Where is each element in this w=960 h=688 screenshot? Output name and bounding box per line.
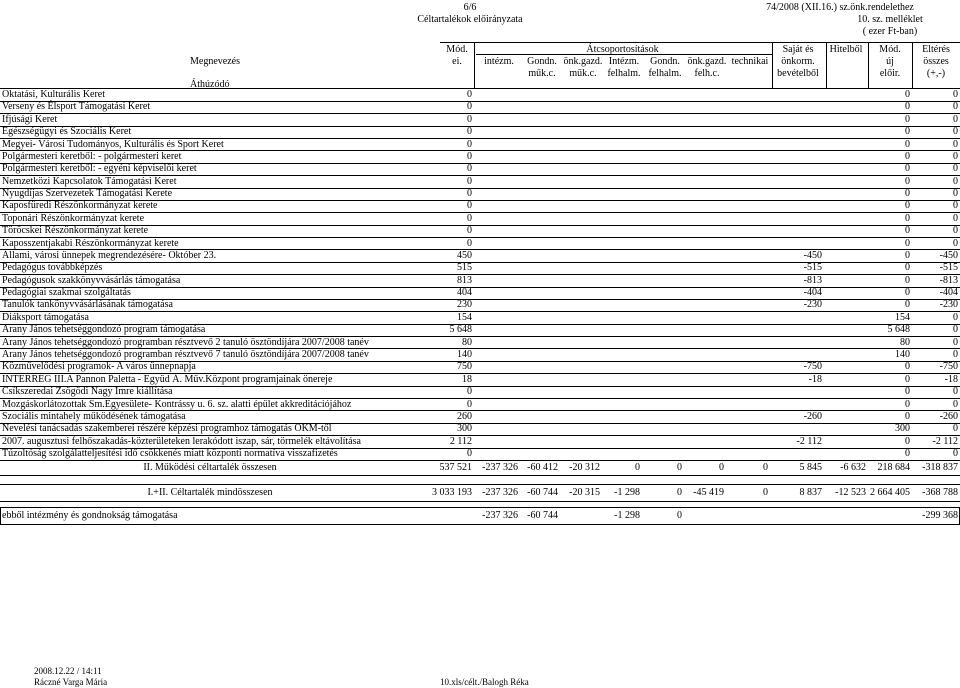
cell-value: 0: [905, 138, 910, 150]
total-value: -60 744: [527, 487, 558, 498]
cell-value: 0: [953, 150, 958, 162]
total-value: -318 837: [922, 462, 958, 474]
cell-value: 0: [905, 287, 910, 299]
header-intezm: intézm.: [484, 56, 514, 67]
total-value: 218 684: [877, 462, 910, 474]
cell-value: 260: [457, 410, 472, 422]
cell-value: 0: [953, 311, 958, 323]
cell-value: 0: [905, 225, 910, 237]
cell-value: 0: [905, 237, 910, 249]
total-value: -237 326: [482, 487, 518, 498]
total-value: 537 521: [439, 462, 472, 474]
total-value: 0: [677, 487, 682, 498]
total-value: 2 664 405: [870, 487, 910, 498]
row-label: Pedagógiai szakmai szolgáltatás: [2, 287, 131, 299]
header-onkgazd2: önk.gazd.: [687, 56, 727, 67]
header-mod1: Mód.: [446, 44, 468, 55]
row-label: Oktatási, Kulturális Keret: [2, 89, 106, 100]
total-value: 5 845: [799, 462, 822, 474]
row-label: Csíkszeredai Zsögödi Nagy Imre kiállítása: [2, 386, 173, 398]
row-label: Szociális mintahely működésének támogatása: [2, 410, 186, 422]
cell-value: 0: [905, 212, 910, 224]
total-value: 0: [719, 462, 724, 474]
row-label: 2007. augusztusi felhőszakadás-közterületeken lerakódott iszap, sár, törmelék eltávolítása: [2, 435, 361, 447]
header-onkgazd1: önk.gazd.: [563, 56, 603, 67]
row-label: Verseny és Élsport Támogatási Keret: [2, 101, 151, 113]
total-value: 0: [677, 462, 682, 474]
total-value: -20 312: [569, 462, 600, 474]
row-label: Túzoltóság szolgálatteljesítési idő csökkenés miatt központi normatíva visszafizetés: [2, 448, 338, 460]
cell-value: 0: [953, 126, 958, 138]
cell-value: 0: [905, 101, 910, 113]
cell-value: 0: [905, 274, 910, 286]
total-label: I.+II. Céltartalék mindösszesen: [147, 487, 273, 498]
total-value: -6 632: [840, 462, 866, 474]
cell-value: -515: [939, 262, 958, 274]
cell-value: 0: [953, 212, 958, 224]
cell-value: -2 112: [796, 435, 822, 447]
cell-value: 0: [953, 336, 958, 348]
cell-value: 0: [467, 212, 472, 224]
total-box-top: [0, 484, 960, 485]
cell-value: 813: [457, 274, 472, 286]
cell-value: 0: [953, 237, 958, 249]
cell-value: 0: [905, 126, 910, 138]
total-value: 3 033 193: [432, 487, 472, 498]
row-label: Ifjúsági Keret: [2, 113, 58, 125]
page-title: Céltartalékok előirányzata: [417, 14, 523, 25]
cell-value: 80: [900, 336, 910, 348]
footer-author: Ráczné Varga Mária: [34, 677, 108, 687]
cell-value: 0: [467, 175, 472, 187]
cell-value: 0: [953, 348, 958, 360]
cell-value: 0: [905, 410, 910, 422]
header-elteres: Eltérés: [922, 44, 950, 55]
cell-value: 0: [953, 101, 958, 113]
cell-value: -450: [803, 249, 822, 261]
support-box-bottom: [0, 524, 960, 525]
cell-value: 0: [467, 113, 472, 125]
support-box-left: [0, 507, 1, 524]
cell-value: 0: [467, 126, 472, 138]
cell-value: 0: [905, 361, 910, 373]
cell-value: 0: [953, 225, 958, 237]
row-label: Közművelődési programok- A város ünnepnapja: [2, 361, 196, 373]
cell-value: 0: [467, 237, 472, 249]
row-label: Tanulók tankönyvvásárlásának támogatása: [2, 299, 173, 311]
row-label: Nevelési tanácsadás szakemberei részére képzési programhoz támogatás OKM-től: [2, 423, 332, 435]
total-value: -368 788: [922, 487, 958, 498]
cell-value: 0: [467, 163, 472, 175]
cell-value: -230: [939, 299, 958, 311]
cell-value: 0: [953, 324, 958, 336]
cell-value: 18: [462, 373, 472, 385]
cell-value: 515: [457, 262, 472, 274]
row-label: Megyei- Városi Tudományos, Kulturális és Sport Keret: [2, 138, 224, 150]
row-label: Kaposfüredi Részönkormányzat kerete: [2, 200, 158, 212]
cell-value: 0: [905, 150, 910, 162]
cell-value: 5 648: [887, 324, 910, 336]
header-gondn2: Gondn.: [650, 56, 680, 67]
row-label: INTERREG III.A Pannon Paletta - Együd Á. Műv.Központ programjainak önereje: [2, 373, 333, 385]
row-label: Diáksport támogatása: [2, 311, 89, 323]
support-label: ebből intézmény és gondnokság támogatása: [2, 510, 178, 521]
cell-value: -18: [808, 373, 822, 385]
header-atcsoportositasok: Átcsoportosítások: [586, 44, 659, 55]
header-mod1-ei: ei.: [452, 56, 462, 67]
total-value: -60 412: [527, 462, 558, 474]
total-box-bottom: [0, 501, 960, 502]
cell-value: 5 648: [449, 324, 472, 336]
row-label: Töröcskei Részönkormányzat kerete: [2, 225, 149, 237]
cell-value: 0: [905, 163, 910, 175]
header-mod2-eloir: előir.: [879, 68, 901, 79]
row-label: Nyugdíjas Szervezetek Támogatási Kerete: [2, 188, 173, 200]
row-label: Arany János tehetséggondozó programban résztvevő 2 tanuló ösztöndíjára 2007/2008 tanév: [2, 336, 369, 348]
cell-value: 2 112: [449, 435, 472, 447]
support-value: -60 744: [527, 510, 558, 521]
cell-value: -813: [939, 274, 958, 286]
cell-value: 0: [467, 150, 472, 162]
annex-label: 10. sz. melléklet: [857, 14, 923, 25]
decree-reference: 74/2008 (XII.16.) sz.önk.rendelethez: [766, 2, 914, 13]
total-value: -12 523: [835, 487, 866, 498]
cell-value: 140: [895, 348, 910, 360]
header-onkgazd1-sub: műk.c.: [569, 68, 597, 79]
cell-value: -260: [803, 410, 822, 422]
cell-value: 0: [467, 398, 472, 410]
header-onkgazd2-sub: felh.c.: [694, 68, 720, 79]
cell-value: 0: [905, 373, 910, 385]
cell-value: 230: [457, 299, 472, 311]
cell-value: 750: [457, 361, 472, 373]
cell-value: 154: [895, 311, 910, 323]
footer-datetime: 2008.12.22 / 14:11: [34, 666, 102, 676]
total-value: -20 315: [569, 487, 600, 498]
support-value: 0: [677, 510, 682, 521]
cell-value: 0: [905, 249, 910, 261]
cell-value: 80: [462, 336, 472, 348]
total-value: 0: [763, 487, 768, 498]
cell-value: 0: [467, 225, 472, 237]
cell-value: -18: [944, 373, 958, 385]
cell-value: -750: [939, 361, 958, 373]
cell-value: -260: [939, 410, 958, 422]
cell-value: -450: [939, 249, 958, 261]
row-label: Toponári Részönkormányzat kerete: [2, 212, 145, 224]
cell-value: -813: [803, 274, 822, 286]
footer-file: 10.xls/célt./Balogh Réka: [440, 677, 529, 687]
cell-value: 300: [895, 423, 910, 435]
page-number: 6/6: [463, 2, 477, 13]
header-elteres-sign: (+,-): [926, 68, 946, 79]
cell-value: 0: [905, 435, 910, 447]
total-value: 0: [763, 462, 768, 474]
row-label: Arany János tehetséggondozó program támogatása: [2, 324, 206, 336]
cell-value: 0: [905, 448, 910, 460]
cell-value: 0: [467, 101, 472, 113]
cell-value: 140: [457, 348, 472, 360]
support-value: -1 298: [614, 510, 640, 521]
header-megnevezes: Megnevezés: [190, 56, 240, 67]
row-label: Mozgáskorlátozottak Sm.Egyesülete- Kontrássy u. 6. sz. alatti épület akkreditációjához: [2, 398, 352, 410]
cell-value: 404: [457, 287, 472, 299]
header-sajat-2: önkorm.: [781, 56, 815, 67]
row-label: Pedagógus továbbképzés: [2, 262, 103, 274]
cell-value: 154: [457, 311, 472, 323]
row-label: Arany János tehetséggondozó programban résztvevő 7 tanuló ösztöndíjára 2007/2008 tanév: [2, 348, 369, 360]
cell-value: 300: [457, 423, 472, 435]
header-sajat: Saját és: [782, 44, 814, 55]
header-mod2: Mód.: [879, 44, 901, 55]
cell-value: 0: [953, 113, 958, 125]
cell-value: 0: [905, 200, 910, 212]
total-divider: [0, 475, 960, 476]
header-gondn1: Gondn.: [527, 56, 557, 67]
cell-value: 0: [467, 188, 472, 200]
support-value: -237 326: [482, 510, 518, 521]
total-value: 0: [635, 462, 640, 474]
total-value: -237 326: [482, 462, 518, 474]
header-technikai: technikai: [731, 56, 769, 67]
row-label: Egészségügyi és Szociális Keret: [2, 126, 132, 138]
cell-value: 0: [905, 262, 910, 274]
support-box-top: [0, 507, 960, 508]
cell-value: 0: [953, 163, 958, 175]
row-label: Kaposszentjakabi Részönkormányzat kerete: [2, 237, 179, 249]
cell-value: 0: [905, 175, 910, 187]
cell-value: 0: [953, 398, 958, 410]
header-elteres-osszes: összes: [923, 56, 949, 67]
cell-value: -404: [803, 287, 822, 299]
unit-label: ( ezer Ft-ban): [862, 26, 918, 37]
cell-value: 0: [467, 448, 472, 460]
cell-value: 0: [905, 188, 910, 200]
cell-value: 0: [953, 89, 958, 100]
row-label: Pedagógusok szakkönyvvásárlás támogatása: [2, 274, 181, 286]
header-gondn1-sub: műk.c.: [528, 68, 556, 79]
cell-value: -2 112: [932, 435, 958, 447]
total-value: 8 837: [799, 487, 822, 498]
support-value: -299 368: [922, 510, 958, 521]
cell-value: -230: [803, 299, 822, 311]
cell-value: 0: [953, 200, 958, 212]
cell-value: 0: [467, 200, 472, 212]
cell-value: 0: [905, 386, 910, 398]
row-label: Polgármesteri keretből: - egyéni képviselői keret: [2, 163, 197, 175]
total-label: II. Működési céltartalék összesen: [143, 462, 277, 474]
row-label: Nemzetközi Kapcsolatok Támogatási Keret: [2, 175, 177, 187]
total-value: -1 298: [614, 487, 640, 498]
header-gondn2-sub: felhalm.: [648, 68, 682, 79]
cell-value: 0: [905, 113, 910, 125]
cell-value: -750: [803, 361, 822, 373]
cell-value: 0: [953, 175, 958, 187]
header-mod2-uj: új: [886, 56, 894, 67]
cell-value: 0: [467, 89, 472, 100]
cell-value: 0: [953, 448, 958, 460]
header-intezm2-sub: felhalm.: [607, 68, 641, 79]
cell-value: 0: [467, 386, 472, 398]
total-value: -45 419: [693, 487, 724, 498]
cell-value: -515: [803, 262, 822, 274]
header-intezm2: Intézm.: [608, 56, 640, 67]
cell-value: 0: [953, 423, 958, 435]
cell-value: 0: [953, 386, 958, 398]
cell-value: -404: [939, 287, 958, 299]
cell-value: 0: [953, 188, 958, 200]
section-label: Áthúzódó: [190, 79, 230, 90]
cell-value: 450: [457, 249, 472, 261]
header-hitel: Hitelből: [829, 44, 863, 55]
cell-value: 0: [905, 89, 910, 100]
cell-value: 0: [953, 138, 958, 150]
row-label: Polgármesteri keretből: - polgármesteri keret: [2, 150, 182, 162]
header-sajat-3: bevételből: [777, 68, 819, 79]
row-label: Állami, városi ünnepek megrendezésére- Október 23.: [2, 249, 217, 261]
cell-value: 0: [905, 299, 910, 311]
cell-value: 0: [467, 138, 472, 150]
cell-value: 0: [905, 398, 910, 410]
